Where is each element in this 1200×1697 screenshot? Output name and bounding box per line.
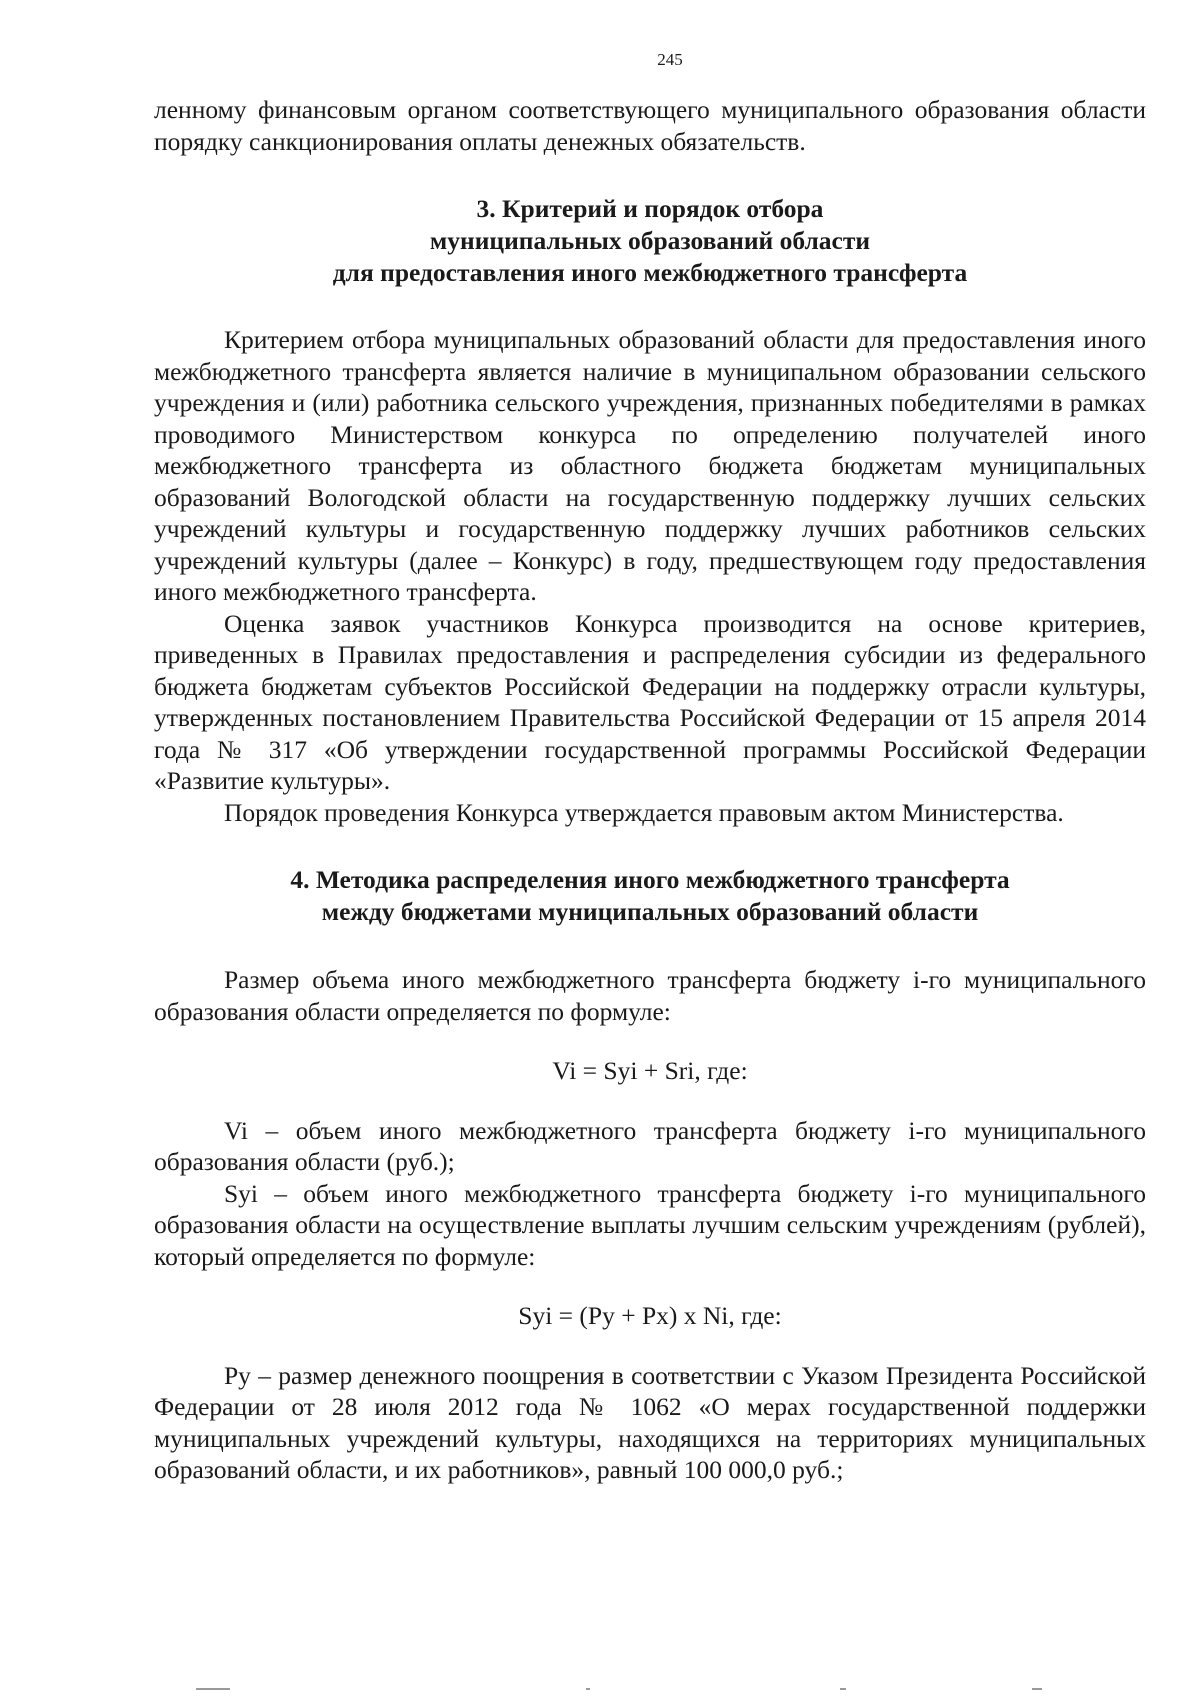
section-4-paragraph: Размер объема иного межбюджетного трансферта бюджету i-го муниципального образования области определяется по формуле: [154,965,1146,1026]
formula-vi: Vi = Syi + Sri, где: [552,1056,748,1085]
section-4-heading-line: 4. Методика распределения иного межбюджетного трансферта [290,865,1010,894]
section-3-heading-line: муниципальных образований области [429,226,871,255]
section-3-paragraph: Оценка заявок участников Конкурса производится на основе критериев, приведенных в Правилах предоставления и распределения субсидии из федерального бюджета бюджетам субъектов Российской Федерации на поддержку отрасли культуры, утвержденных постановлением Правительства Российской Федерации от 15 апреля 2014 года № 317 «Об утверждении государственной программы Российской Федерации «Развитие культуры». [154,608,1146,795]
scan-mark [840,1688,846,1690]
section-3-heading [154,193,1146,289]
scan-mark [196,1688,230,1690]
document-body [154,94,1146,1486]
scan-mark [1032,1688,1042,1690]
section-4-heading-line: между бюджетами муниципальных образований области [321,897,979,926]
section-3-paragraph: Критерием отбора муниципальных образований области для предоставления иного межбюджетного трансферта является наличие в муниципальном образовании сельского учреждения и (или) работника сельского учреждения, признанных победителями в рамках проводимого Министерством конкурса по определению получателей иного межбюджетного трансферта из областного бюджета бюджетам муниципальных образований Вологодской области на государственную поддержку лучших сельских учреждений культуры и государственную поддержку лучших работников сельских учреждений культуры (далее – Конкурс) в году, предшествующем году предоставления иного межбюджетного трансферта. [154,325,1146,606]
formula-syi: Syi = (Py + Px) x Ni, где: [518,1301,782,1330]
page-number: 245 [657,50,683,69]
section-3-heading-line: 3. Критерий и порядок отбора [476,194,824,223]
definition-vi: Vi – объем иного межбюджетного трансферта бюджету i-го муниципального образования области (руб.); [154,1115,1146,1176]
scan-mark [586,1688,590,1690]
definition-py: Py – размер денежного поощрения в соответствии с Указом Президента Российской Федерации от 28 июля 2012 года № 1062 «О мерах государственной поддержки муниципальных учреждений культуры, находящихся на территориях муниципальных образований области, и их работников», равный 100 000,0 руб.; [154,1360,1146,1484]
definition-syi: Syi – объем иного межбюджетного трансферта бюджету i-го муниципального образования области на осуществление выплаты лучшим сельским учреждениям (рублей), который определяется по формуле: [154,1178,1146,1271]
section-4-heading [154,864,1146,928]
scan-edge-artifacts [0,1680,1200,1697]
section-3-heading-line: для предоставления иного межбюджетного трансферта [332,258,968,287]
continuation-paragraph: ленному финансовым органом соответствующего муниципального образования области порядку санкционирования оплаты денежных обязательств. [154,95,1146,156]
section-3-paragraph: Порядок проведения Конкурса утверждается правовым актом Министерства. [224,797,1064,827]
